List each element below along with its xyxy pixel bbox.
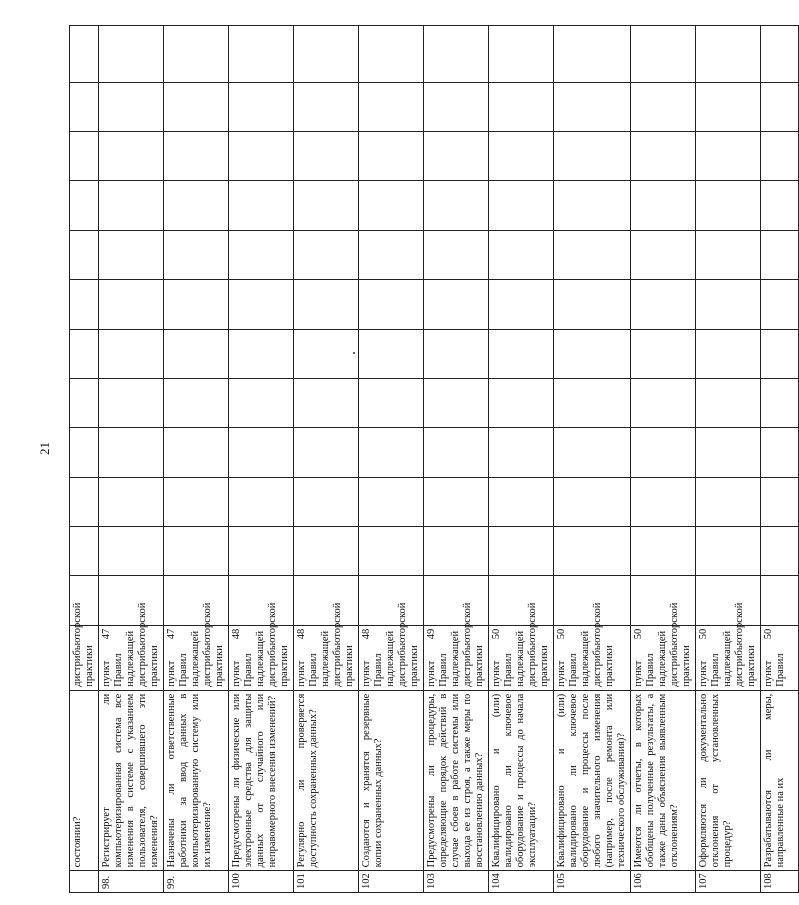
reference-cell: пункт 47 Правил надлежащей дистрибьюторской практики (99, 625, 164, 690)
answer-cell (631, 132, 696, 181)
table-row (359, 26, 424, 893)
answer-cell (229, 329, 294, 378)
answer-cell (359, 280, 424, 329)
question-cell: Квалифицировано и (или) валидировано ли ключевое оборудование и процессы до начала эксплуатации? (489, 690, 554, 871)
reference-cell: пункт 49 Правил надлежащей дистрибьюторской практики (424, 625, 489, 690)
checklist-table (69, 25, 799, 893)
answer-cell (164, 181, 229, 230)
answer-cell (424, 280, 489, 329)
answer-cell (696, 280, 761, 329)
answer-cell (70, 428, 99, 477)
answer-cell (164, 26, 229, 83)
answer-cell (696, 26, 761, 83)
answer-cell (631, 477, 696, 526)
answer-cell (294, 378, 359, 427)
question-cell: состоянии? (70, 690, 99, 871)
row-number: 99. (164, 871, 229, 893)
answer-cell (761, 428, 799, 477)
answer-cell (631, 378, 696, 427)
question-cell: Регистрирует ли компьютеризированная система все изменения в системе с указанием пользователя, совершившего эти изменения? (99, 690, 164, 871)
question-cell: Регулярно ли проверяется доступность сохраненных данных? (294, 690, 359, 871)
answer-cell (294, 280, 359, 329)
answer-cell (554, 428, 631, 477)
answer-cell (70, 132, 99, 181)
answer-cell (631, 26, 696, 83)
answer-cell (229, 230, 294, 279)
answer-cell (99, 329, 164, 378)
answer-cell (164, 428, 229, 477)
table-row (294, 26, 359, 893)
answer-cell (631, 428, 696, 477)
answer-cell (696, 132, 761, 181)
answer-cell (489, 280, 554, 329)
answer-cell (554, 230, 631, 279)
answer-cell (164, 329, 229, 378)
answer-cell (99, 26, 164, 83)
answer-cell (554, 132, 631, 181)
answer-cell (164, 230, 229, 279)
reference-cell: пункт 50 Правил (761, 625, 799, 690)
answer-cell (761, 132, 799, 181)
answer-cell (424, 132, 489, 181)
answer-cell (294, 181, 359, 230)
answer-cell (631, 82, 696, 131)
answer-cell (489, 26, 554, 83)
answer-cell (696, 477, 761, 526)
answer-cell (70, 230, 99, 279)
row-number: 101 (294, 871, 359, 893)
row-number: 100 (229, 871, 294, 893)
answer-cell (761, 230, 799, 279)
answer-cell (359, 526, 424, 575)
answer-cell (424, 230, 489, 279)
answer-cell (294, 526, 359, 575)
reference-cell: пункт 48 Правил надлежащей дистрибьюторской практики (359, 625, 424, 690)
answer-cell (164, 280, 229, 329)
answer-cell (631, 576, 696, 625)
reference-cell: пункт 50 Правил надлежащей дистрибьюторской практики (489, 625, 554, 690)
answer-cell (359, 378, 424, 427)
table-row (761, 26, 799, 893)
answer-cell (229, 26, 294, 83)
answer-cell (294, 132, 359, 181)
answer-cell (554, 477, 631, 526)
answer-cell (696, 181, 761, 230)
answer-cell (164, 82, 229, 131)
answer-cell (229, 477, 294, 526)
answer-cell (294, 230, 359, 279)
table-row (696, 26, 761, 893)
answer-cell (70, 526, 99, 575)
answer-cell (229, 378, 294, 427)
answer-cell (424, 477, 489, 526)
answer-cell (489, 428, 554, 477)
question-cell: Оформляются ли документально отклонения от установленных процедур? (696, 690, 761, 871)
answer-cell (70, 82, 99, 131)
answer-cell (229, 82, 294, 131)
answer-cell (229, 526, 294, 575)
answer-cell (99, 428, 164, 477)
question-cell: Разрабатываются ли меры, направленные на их (761, 690, 799, 871)
reference-cell: пункт 50 Правил надлежащей дистрибьюторской практики (554, 625, 631, 690)
answer-cell (631, 329, 696, 378)
row-number: 102 (359, 871, 424, 893)
page-number: 21 (37, 442, 52, 455)
answer-cell (70, 378, 99, 427)
answer-cell (489, 526, 554, 575)
answer-cell (359, 132, 424, 181)
answer-cell (696, 526, 761, 575)
answer-cell (359, 230, 424, 279)
answer-cell (489, 132, 554, 181)
row-number: 98. (99, 871, 164, 893)
row-number: 104 (489, 871, 554, 893)
reference-cell: дистрибьюторской практики (70, 625, 99, 690)
answer-cell (164, 132, 229, 181)
answer-cell (294, 82, 359, 131)
answer-cell (554, 280, 631, 329)
answer-cell (164, 477, 229, 526)
answer-cell (424, 428, 489, 477)
answer-cell (761, 280, 799, 329)
answer-cell (554, 526, 631, 575)
answer-cell (424, 378, 489, 427)
table-row (99, 26, 164, 893)
answer-cell (424, 576, 489, 625)
row-number: 103 (424, 871, 489, 893)
row-number: 107 (696, 871, 761, 893)
answer-cell (554, 26, 631, 83)
table-row (631, 26, 696, 893)
table-row (489, 26, 554, 893)
answer-cell (761, 26, 799, 83)
reference-cell: пункт 50 Правил надлежащей дистрибьюторской практики (631, 625, 696, 690)
answer-cell (696, 378, 761, 427)
answer-cell (761, 477, 799, 526)
answer-cell (294, 329, 359, 378)
row-number: 106 (631, 871, 696, 893)
answer-cell (70, 329, 99, 378)
answer-cell (229, 428, 294, 477)
answer-cell (294, 576, 359, 625)
reference-cell: пункт 48 Правил надлежащей дистрибьюторской практики (294, 625, 359, 690)
answer-cell (164, 576, 229, 625)
answer-cell (229, 132, 294, 181)
answer-cell (696, 329, 761, 378)
answer-cell (70, 181, 99, 230)
answer-cell (554, 329, 631, 378)
answer-cell (696, 576, 761, 625)
answer-cell (99, 181, 164, 230)
answer-cell (696, 230, 761, 279)
answer-cell (70, 26, 99, 83)
answer-cell (554, 378, 631, 427)
answer-cell (489, 378, 554, 427)
checklist-table-rotated (69, 25, 786, 893)
answer-cell (359, 26, 424, 83)
answer-cell (489, 230, 554, 279)
answer-cell (99, 378, 164, 427)
answer-cell (696, 82, 761, 131)
row-number (70, 871, 99, 893)
answer-cell (489, 329, 554, 378)
table-row (424, 26, 489, 893)
answer-cell (424, 526, 489, 575)
answer-cell (99, 477, 164, 526)
answer-cell (99, 82, 164, 131)
answer-cell (164, 526, 229, 575)
answer-cell (99, 132, 164, 181)
answer-cell (761, 576, 799, 625)
answer-cell (359, 477, 424, 526)
answer-cell (294, 477, 359, 526)
answer-cell (631, 230, 696, 279)
answer-cell (424, 181, 489, 230)
reference-cell: пункт 48 Правил надлежащей дистрибьюторской практики (229, 625, 294, 690)
table-row (554, 26, 631, 893)
answer-cell (761, 378, 799, 427)
reference-cell: пункт 50 Правил надлежащей дистрибьюторской практики (696, 625, 761, 690)
answer-cell (99, 576, 164, 625)
row-number: 108 (761, 871, 799, 893)
answer-cell (424, 26, 489, 83)
question-cell: Создаются и хранятся резервные копии сохраненных данных? (359, 690, 424, 871)
answer-cell (359, 181, 424, 230)
answer-cell (631, 526, 696, 575)
answer-cell (631, 280, 696, 329)
answer-cell (761, 526, 799, 575)
answer-cell (99, 280, 164, 329)
question-cell: Квалифицировано и (или) валидировано ли ключевое оборудование и процессы после любого значительного изменения (например, после ремонта или технического обслуживания)? (554, 690, 631, 871)
row-number: 105 (554, 871, 631, 893)
answer-cell (164, 378, 229, 427)
answer-cell (761, 181, 799, 230)
answer-cell (554, 181, 631, 230)
answer-cell (359, 82, 424, 131)
answer-cell (70, 477, 99, 526)
question-cell: Назначены ли ответственные работники за ввод данных в компьютеризированную систему или их изменение? (164, 690, 229, 871)
answer-cell (696, 428, 761, 477)
answer-cell (489, 477, 554, 526)
answer-cell (424, 329, 489, 378)
answer-cell (99, 526, 164, 575)
answer-cell (554, 82, 631, 131)
answer-cell (489, 82, 554, 131)
question-cell: Имеются ли отчеты, в которых обобщены полученные результаты, а также даны объяснения выявленным отклонениям? (631, 690, 696, 871)
answer-cell (359, 329, 424, 378)
answer-cell (294, 428, 359, 477)
answer-cell (489, 181, 554, 230)
answer-cell (229, 576, 294, 625)
question-cell: Предусмотрены ли физические или электронные средства для защиты данных от случайного или неправомерного внесения изменений? (229, 690, 294, 871)
reference-cell: пункт 47 Правил надлежащей дистрибьюторской практики (164, 625, 229, 690)
answer-cell (424, 82, 489, 131)
answer-cell (70, 280, 99, 329)
answer-cell (359, 576, 424, 625)
table-row (229, 26, 294, 893)
answer-cell (99, 230, 164, 279)
answer-cell (761, 82, 799, 131)
answer-cell (294, 26, 359, 83)
table-row (70, 26, 99, 893)
answer-cell (761, 329, 799, 378)
question-cell: Предусмотрены ли процедуры, определяющие порядок действий в случае сбоев в работе системы или выхода ее из строя, а также меры по восстановлению данных? (424, 690, 489, 871)
answer-cell (229, 280, 294, 329)
table-body (70, 26, 799, 893)
answer-cell (229, 181, 294, 230)
answer-cell (359, 428, 424, 477)
answer-cell (489, 576, 554, 625)
answer-cell (631, 181, 696, 230)
table-row (164, 26, 229, 893)
